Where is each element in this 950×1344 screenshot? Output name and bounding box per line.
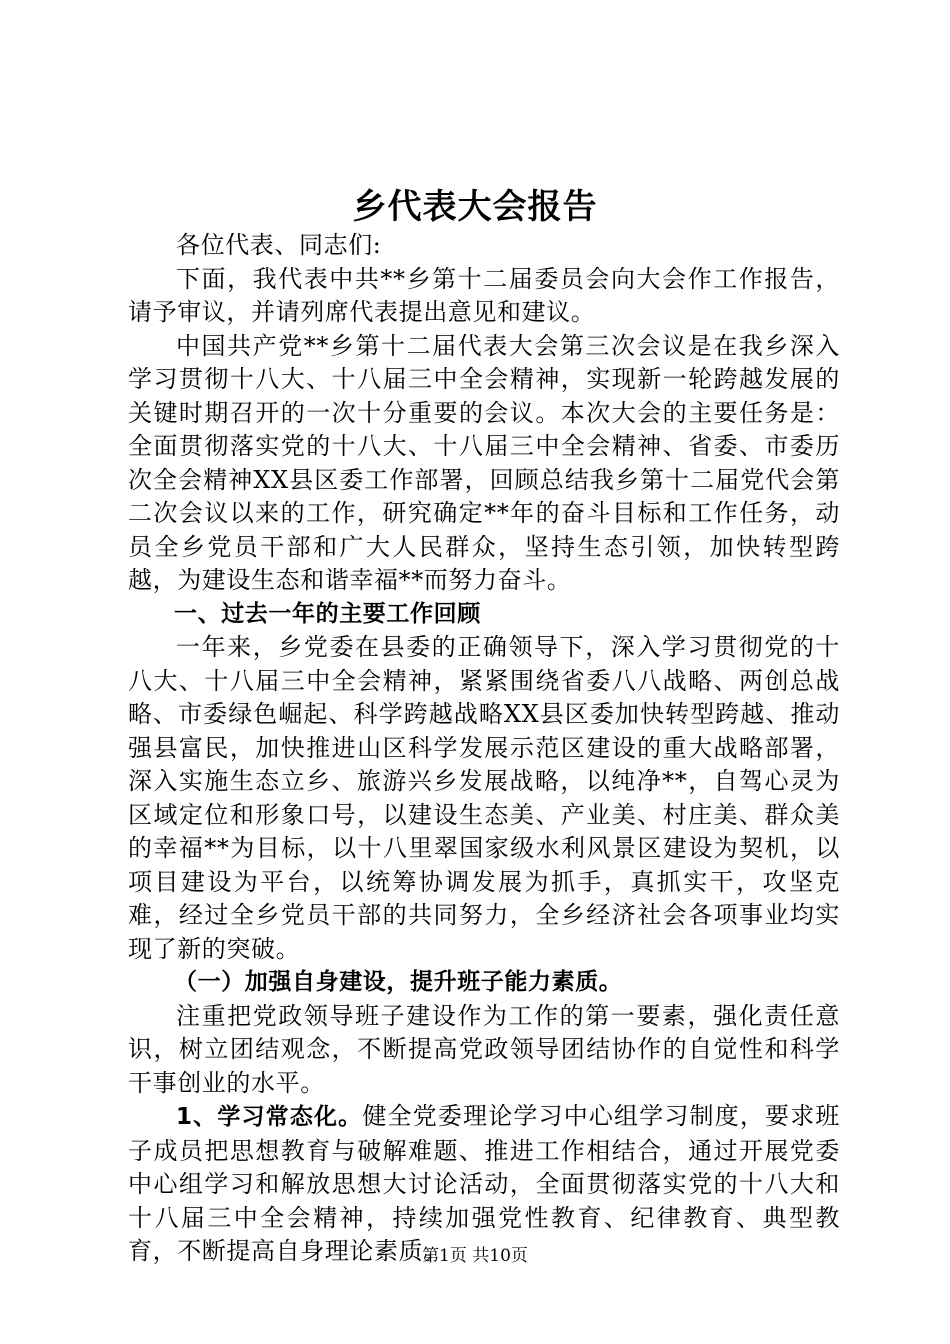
document-body: [128, 229, 840, 1269]
intro-paragraph-2: 中国共产党**乡第十二届代表大会第三次会议是在我乡深入学习贯彻十八大、十八届三中全会精神，实现新一轮跨越发展的关键时期召开的一次十分重要的会议。本次大会的主要任务是：全面贯彻落实党的十八大、十八届三中全会精神、省委、市委历次全会精神XX县区委工作部署，回顾总结我乡第十二届党代会第二次会议以来的工作，研究确定**年的奋斗目标和工作任务，动员全乡党员干部和广大人民群众，坚持生态引领，加快转型跨越，为建设生态和谐幸福**而努力奋斗。: [128, 331, 840, 594]
item-heading-1: 1、学习常态化。: [176, 1104, 363, 1130]
salutation: 各位代表、同志们:: [176, 231, 382, 259]
section-heading-1: 一、过去一年的主要工作回顾: [174, 600, 481, 627]
item-text-1: 健全党委理论学习中心组学习制度，要求班子成员把思想教育与破解难题、推进工作相结合，通过开展党委中心组学习和解放思想大讨论活动，全面贯彻落实党的十八大和十八届三中全会精神，持续加强党性教育、纪律教育、典型教育，不断提高自身理论素质。: [128, 1102, 840, 1265]
subsection-paragraph-1: 注重把党政领导班子建设作为工作的第一要素，强化责任意识，树立团结观念，不断提高党政领导团结协作的自觉性和科学干事创业的水平。: [128, 1001, 840, 1097]
subsection-heading-1: （一）加强自身建设，提升班子能力素质。: [174, 969, 623, 995]
intro-paragraph-1: 下面，我代表中共**乡第十二届委员会向大会作工作报告，请予审议，并请列席代表提出意见和建议。: [128, 264, 840, 326]
document-title: 乡代表大会报告: [352, 187, 598, 227]
page-footer: 第1页 共10页: [422, 1246, 528, 1266]
section-paragraph-1: 一年来，乡党委在县委的正确领导下，深入学习贯彻党的十八大、十八届三中全会精神，紧紧围绕省委八八战略、两创总战略、市委绿色崛起、科学跨越战略XX县区委加快转型跨越、推动强县富民，加快推进山区科学发展示范区建设的重大战略部署，深入实施生态立乡、旅游兴乡发展战略，以纯净**，自驾心灵为区域定位和形象口号，以建设生态美、产业美、村庄美、群众美的幸福**为目标，以十八里翠国家级水利风景区建设为契机，以项目建设为平台，以统筹协调发展为抓手，真抓实干，攻坚克难，经过全乡党员干部的共同努力，全乡经济社会各项事业均实现了新的突破。: [128, 633, 840, 963]
